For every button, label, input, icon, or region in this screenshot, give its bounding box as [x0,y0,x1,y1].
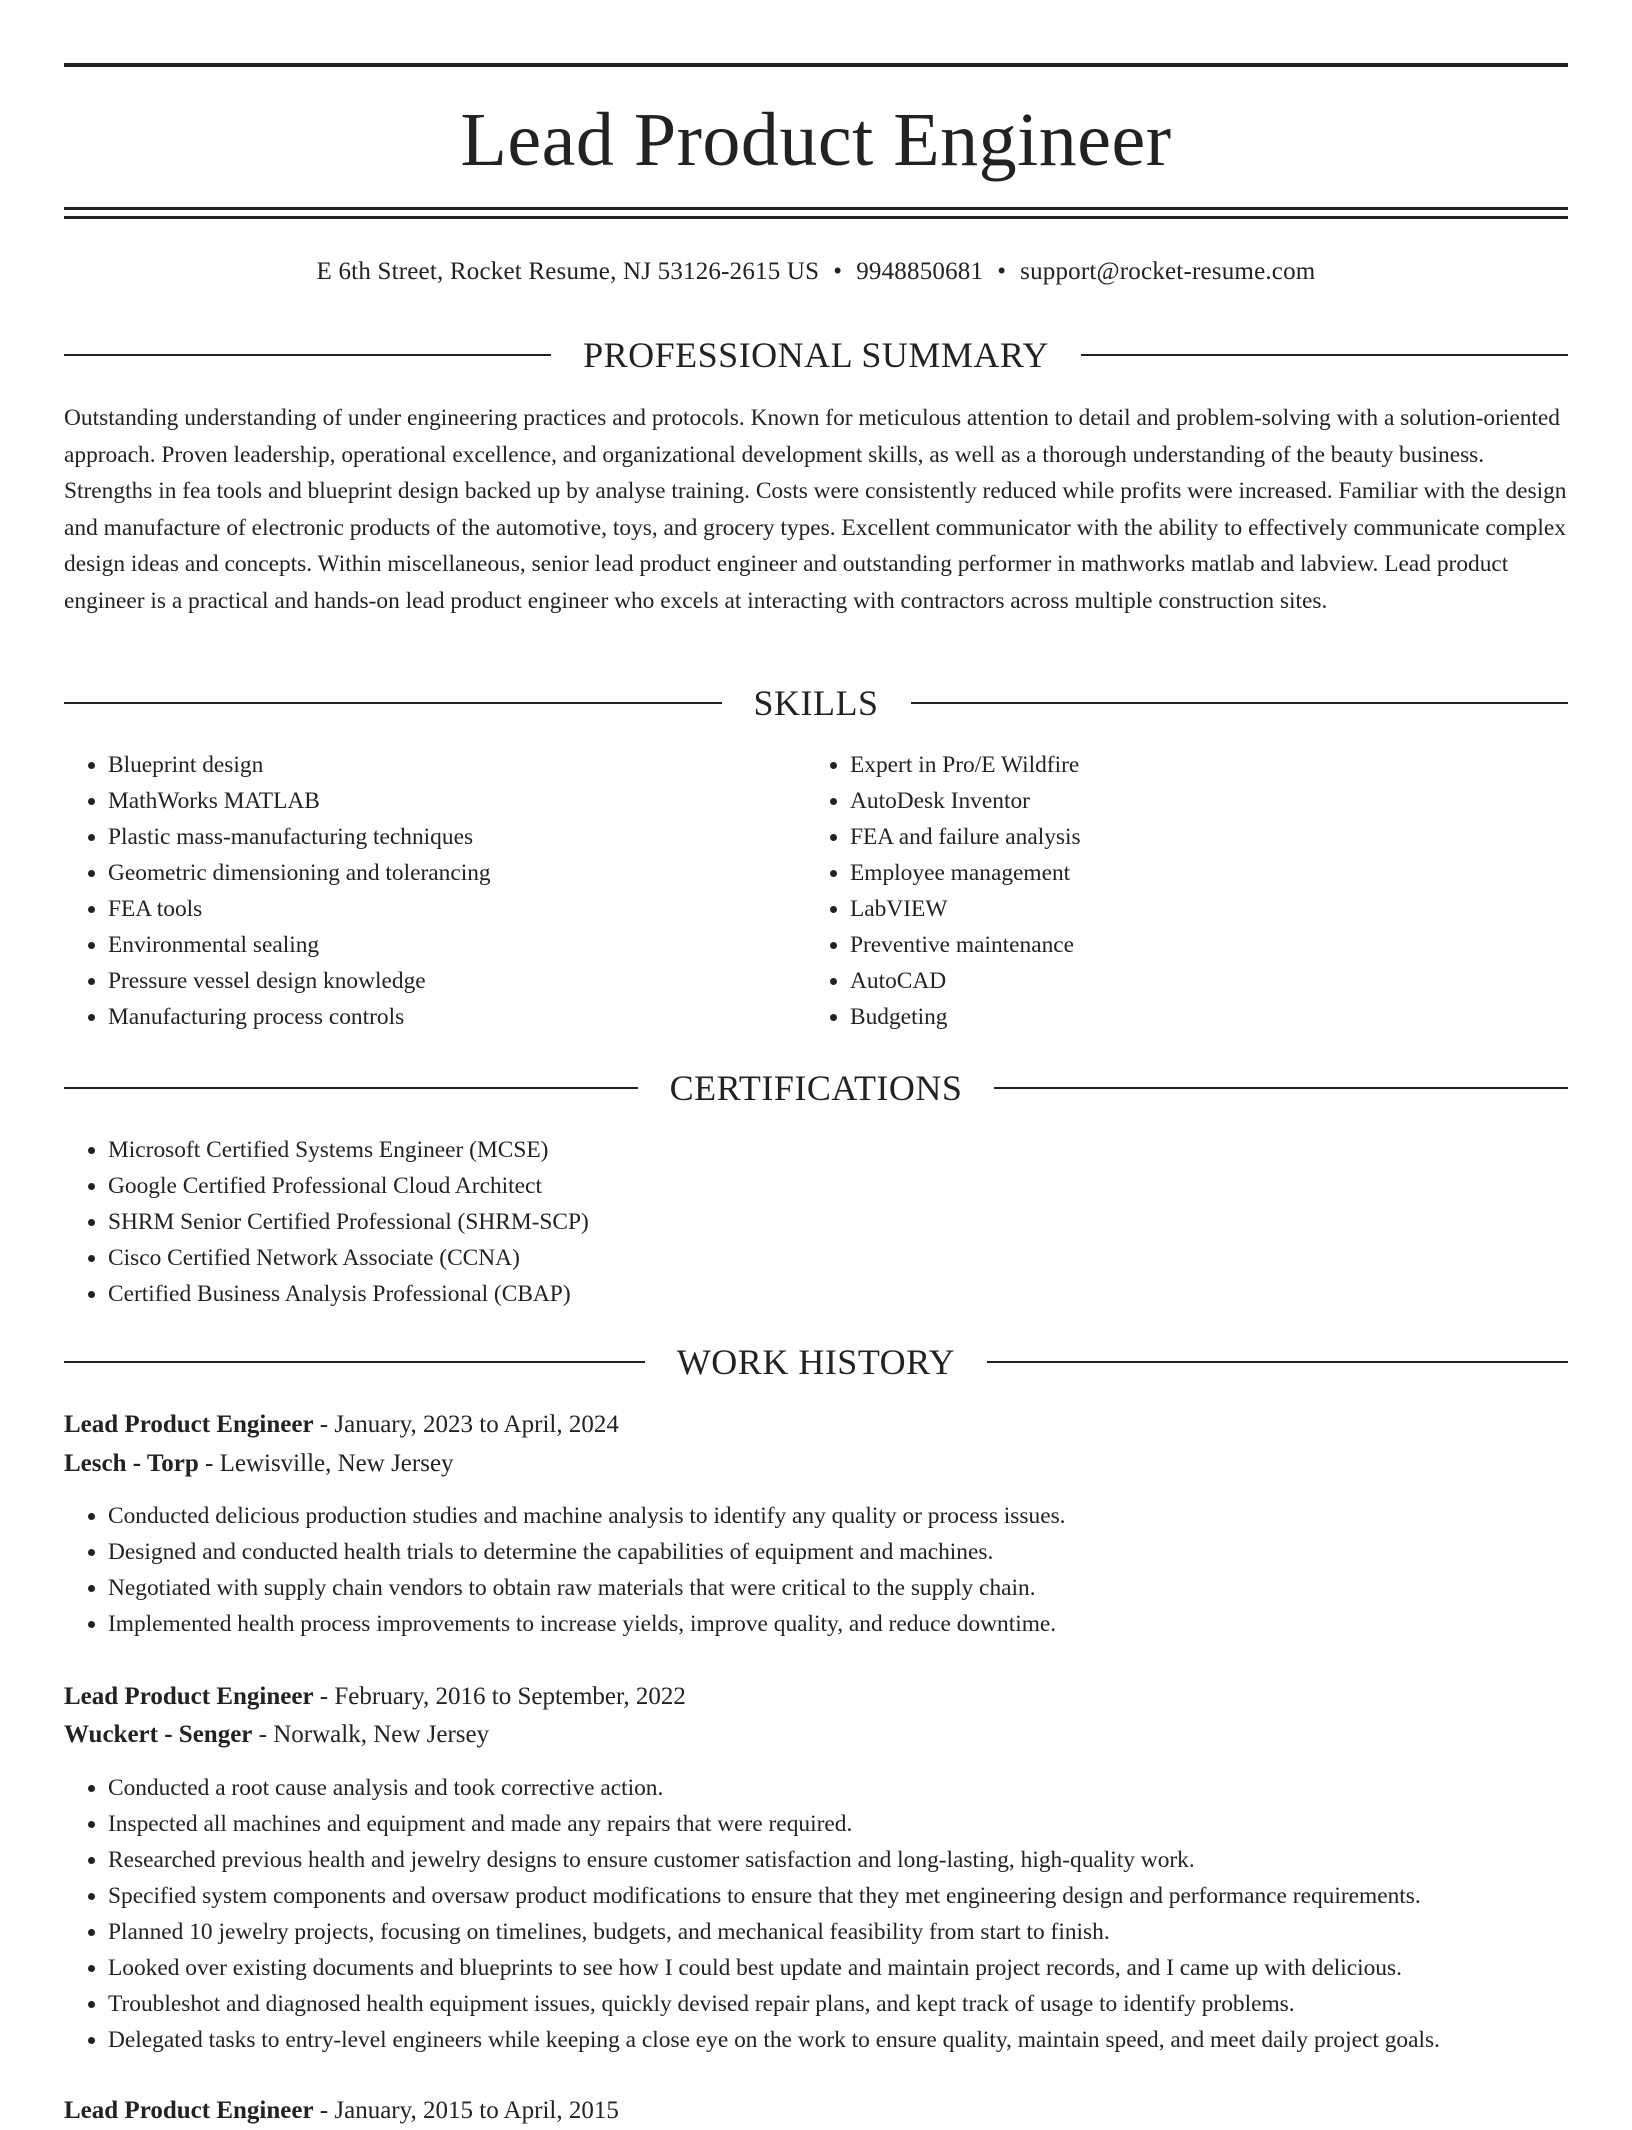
job-dates: - February, 2016 to September, 2022 [313,1683,686,1710]
section-heading-skills [64,681,1568,725]
section-rule [911,702,1569,704]
contact-address: E 6th Street, Rocket Resume, NJ 53126-2615 US [316,258,820,285]
certification-item: • Microsoft Certified Systems Engineer (MCSE) [108,1132,1568,1168]
section-rule [64,354,551,356]
job-company: Lesch - Torp [64,1450,199,1477]
section-title: CERTIFICATIONS [669,1068,963,1108]
section-heading-certifications [64,1066,1568,1110]
skill-item: • Budgeting [850,999,1506,1035]
skill-item: • Employee management [850,855,1506,891]
certification-item: • Cisco Certified Network Associate (CCNA) [108,1240,1568,1276]
job-company-line [64,1716,1568,1754]
skills-list [64,747,764,1035]
job-bullet: • Planned 10 jewelry projects, focusing on timelines, budgets, and mechanical feasibility from start to finish. [108,1914,1568,1950]
job-bullet-list [64,1770,1568,2058]
section-title: WORK HISTORY [676,1342,956,1382]
job-title: Lead Product Engineer [64,1683,314,1710]
job-title-line [64,1678,1568,1716]
contact-separator: • [833,258,843,285]
job-title: Lead Product Engineer [64,2097,314,2124]
job-title: Lead Product Engineer [64,1411,314,1438]
job-bullet: • Delegated tasks to entry-level engineers while keeping a close eye on the work to ensure quality, maintain speed, and meet daily project goals. [108,2022,1568,2058]
job-bullet: • Troubleshot and diagnosed health equipment issues, quickly devised repair plans, and kept track of usage to identify problems. [108,1986,1568,2022]
job-bullet-list [64,1498,1568,1642]
summary-text: Outstanding understanding of under engineering practices and protocols. Known for meticulous attention to detail and problem-solving with a solution-oriented approach. Proven leadership, operational excellence, and organizational development skills, as well as a thorough understanding of the beauty business. Strengths in fea tools and blueprint design backed up by analyse training. Costs were consistently reduced while profits were increased. Familiar with the design and manufacture of electronic products of the automotive, toys, and grocery types. Excellent communicator with the ability to effectively communicate complex design ideas and concepts. Within miscellaneous, senior lead product engineer and outstanding performer in mathworks matlab and labview. Lead product engineer is a practical and hands-on lead product engineer who excels at interacting with contractors across multiple construction sites. [64,405,1567,614]
job-dates: - January, 2015 to April, 2015 [313,2097,619,2124]
certifications-block [64,1132,1568,1312]
certification-item: • Google Certified Professional Cloud Architect [108,1168,1568,1204]
section-heading-work-history [64,1340,1568,1384]
job-duties [64,1770,1568,2058]
job-bullet: • Inspected all machines and equipment and made any repairs that were required. [108,1806,1568,1842]
skill-item: • Preventive maintenance [850,927,1506,963]
certification-item: • SHRM Senior Certified Professional (SHRM-SCP) [108,1204,1568,1240]
skill-item: • Environmental sealing [108,927,764,963]
job-bullet: • Conducted delicious production studies and machine analysis to identify any quality or process issues. [108,1498,1568,1534]
contact-phone: 9948850681 [856,258,984,285]
section-rule [1081,354,1568,356]
section-title: SKILLS [753,683,879,723]
contact-line [64,254,1568,290]
job-duties [64,1498,1568,1642]
top-rule [64,63,1568,67]
section-rule [987,1361,1568,1363]
section-title: PROFESSIONAL SUMMARY [583,335,1049,375]
skill-item: • Geometric dimensioning and tolerancing [108,855,764,891]
job-location: - Norwalk, New Jersey [252,1721,490,1748]
skill-item: • Plastic mass-manufacturing techniques [108,819,764,855]
skill-item: • Pressure vessel design knowledge [108,963,764,999]
skill-item: • Manufacturing process controls [108,999,764,1035]
skill-item: • AutoDesk Inventor [850,783,1506,819]
skills-right-column [806,747,1506,1035]
job-bullet: • Looked over existing documents and blueprints to see how I could best update and maintain project records, and I came up with delicious. [108,1950,1568,1986]
job-bullet: • Implemented health process improvements to increase yields, improve quality, and reduce downtime. [108,1606,1568,1642]
job-bullet: • Negotiated with supply chain vendors to obtain raw materials that were critical to the supply chain. [108,1570,1568,1606]
job-title-line [64,2092,1568,2130]
skill-item: • Expert in Pro/E Wildfire [850,747,1506,783]
section-rule [64,1361,645,1363]
skill-item: • AutoCAD [850,963,1506,999]
section-rule [994,1087,1568,1089]
contact-email: support@rocket-resume.com [1020,258,1316,285]
skills-left-column [64,747,764,1035]
title-rule-upper [64,207,1568,210]
title-rule-lower [64,216,1568,219]
page-title: Lead Product Engineer [460,98,1172,182]
section-rule [64,1087,638,1089]
section-rule [64,702,722,704]
contact-separator: • [997,258,1007,285]
skill-item: • LabVIEW [850,891,1506,927]
skill-item: • Blueprint design [108,747,764,783]
section-heading-summary [64,333,1568,377]
skill-item: • FEA tools [108,891,764,927]
job-bullet: • Researched previous health and jewelry designs to ensure customer satisfaction and long-lasting, high-quality work. [108,1842,1568,1878]
job-title-line [64,1406,1568,1444]
skill-item: • MathWorks MATLAB [108,783,764,819]
certifications-list [64,1132,1568,1312]
certification-item: • Certified Business Analysis Professional (CBAP) [108,1276,1568,1312]
job-bullet: • Specified system components and oversaw product modifications to ensure that they met engineering design and performance requirements. [108,1878,1568,1914]
job-location: - Lewisville, New Jersey [198,1450,454,1477]
skill-item: • FEA and failure analysis [850,819,1506,855]
skills-list [806,747,1506,1035]
job-company: Wuckert - Senger [64,1721,253,1748]
job-dates: - January, 2023 to April, 2024 [313,1411,619,1438]
job-company-line [64,1445,1568,1483]
job-bullet: • Conducted a root cause analysis and took corrective action. [108,1770,1568,1806]
job-bullet: • Designed and conducted health trials to determine the capabilities of equipment and machines. [108,1534,1568,1570]
